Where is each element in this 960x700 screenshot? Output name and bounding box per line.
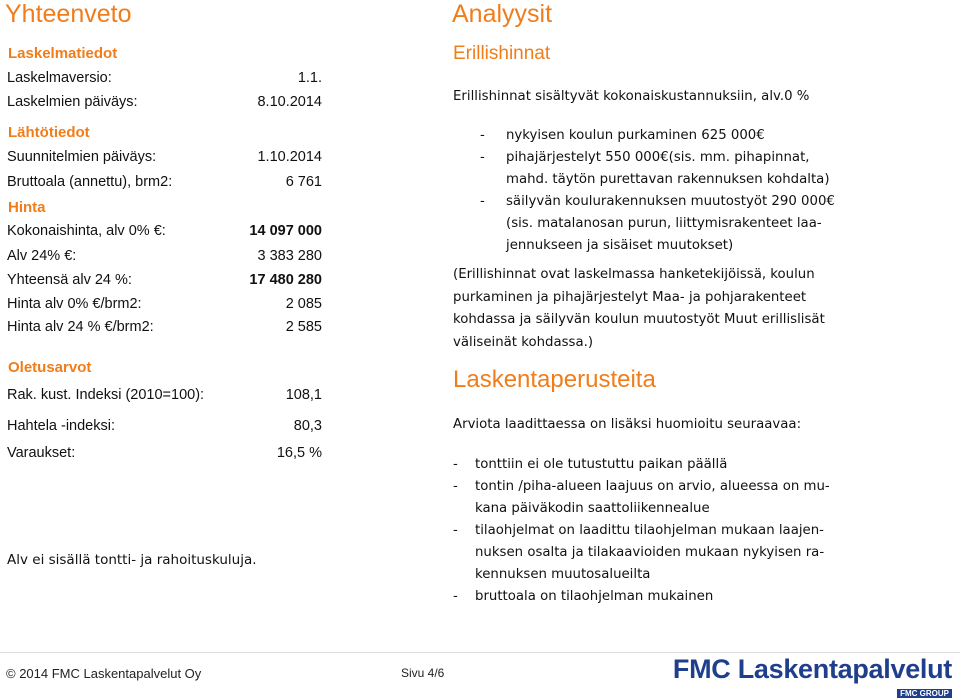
row-label: Rak. kust. Indeksi (2010=100): (7, 387, 205, 403)
analysis-title: Analyysit (452, 0, 553, 28)
row-label: Hahtela -indeksi: (7, 418, 115, 434)
list-item-cont: (sis. matalanosan purun, liittymisrakenteet laa- (506, 216, 822, 231)
list-item: - nykyisen koulun purkaminen 625 000€ (480, 128, 765, 143)
row-label: Kokonaishinta, alv 0% €: (7, 223, 166, 239)
separate-prices-paragraph: (Erillishinnat ovat laskelmassa hanketekijöissä, koulun purkaminen ja pihajärjestelyt Maa- ja pohjarakenteet kohdassa ja säilyvän koulun muutostyöt Muut erillislisät väliseinät kohdassa.) (453, 267, 825, 350)
price-heading: Hinta (8, 199, 46, 216)
row-label: Laskelmien päiväys: (7, 94, 138, 110)
fmc-logo (673, 656, 952, 700)
row-label: Laskelmaversio: (7, 70, 112, 86)
row-label: Alv 24% €: (7, 248, 77, 264)
calc-basis-list (453, 454, 873, 608)
row-label: Varaukset: (7, 445, 76, 461)
row-value: 2 085 (285, 296, 322, 312)
row-value: 17 480 280 (249, 272, 322, 288)
list-item: - bruttoala on tilaohjelman mukainen (453, 589, 714, 604)
row-label: Suunnitelmien päiväys: (7, 149, 157, 165)
row-value: 108,1 (285, 387, 322, 403)
row-value: 1.1. (297, 70, 322, 86)
row-value: 8.10.2014 (257, 94, 322, 110)
list-item: - tonttiin ei ole tutustuttu paikan päällä (453, 457, 728, 472)
row-label: Yhteensä alv 24 %: (7, 272, 132, 288)
source-data-heading: Lähtötiedot (8, 124, 90, 141)
list-item-cont: nuksen osalta ja tilakaavioiden mukaan nykyisen ra- (475, 545, 825, 560)
row-value: 16,5 % (276, 445, 322, 461)
logo-text: FMC Laskentapalvelut (672, 654, 952, 684)
row-value: 2 585 (285, 319, 322, 335)
list-item-cont: jennukseen ja sisäiset muutokset) (506, 238, 734, 253)
calc-info-heading: Laskelmatiedot (8, 45, 118, 62)
list-item-cont: kennuksen muutosalueilta (475, 567, 651, 582)
logo-subtext: FMC GROUP (897, 689, 952, 698)
calc-basis-heading: Laskentaperusteita (453, 366, 656, 393)
summary-title: Yhteenveto (5, 0, 132, 28)
list-item: - tilaohjelmat on laadittu tilaohjelman mukaan laajen- (453, 523, 824, 538)
separate-prices-intro: Erillishinnat sisältyvät kokonaiskustannuksiin, alv.0 % (453, 89, 810, 104)
list-item-cont: kana päiväkodin saattoliikennealue (475, 501, 710, 516)
list-item: - säilyvän koulurakennuksen muutostyöt 290 000€ (480, 194, 835, 209)
row-value: 1.10.2014 (257, 149, 322, 165)
calc-basis-intro: Arviota laadittaessa on lisäksi huomioitu seuraavaa: (453, 417, 802, 432)
row-value: 3 383 280 (257, 248, 322, 264)
list-item: - tontin /piha-alueen laajuus on arvio, alueessa on mu- (453, 479, 830, 494)
row-label: Hinta alv 24 % €/brm2: (7, 319, 154, 335)
footer-divider (0, 652, 960, 653)
row-label: Bruttoala (annettu), brm2: (7, 174, 173, 190)
vat-note: Alv ei sisällä tontti- ja rahoituskuluja. (7, 552, 257, 568)
row-value: 14 097 000 (249, 223, 322, 239)
separate-prices-list (453, 125, 873, 257)
row-value: 6 761 (285, 174, 322, 190)
list-item: - pihajärjestelyt 550 000€(sis. mm. pihapinnat, (480, 150, 810, 165)
footer-copyright: © 2014 FMC Laskentapalvelut Oy (6, 666, 202, 681)
defaults-heading: Oletusarvot (8, 359, 92, 376)
separate-prices-heading: Erillishinnat (453, 43, 551, 64)
list-item-cont: mahd. täytön purettavan rakennuksen kohdalta) (506, 172, 830, 187)
footer-page-number: Sivu 4/6 (401, 666, 445, 680)
row-label: Hinta alv 0% €/brm2: (7, 296, 142, 312)
row-value: 80,3 (293, 418, 322, 434)
